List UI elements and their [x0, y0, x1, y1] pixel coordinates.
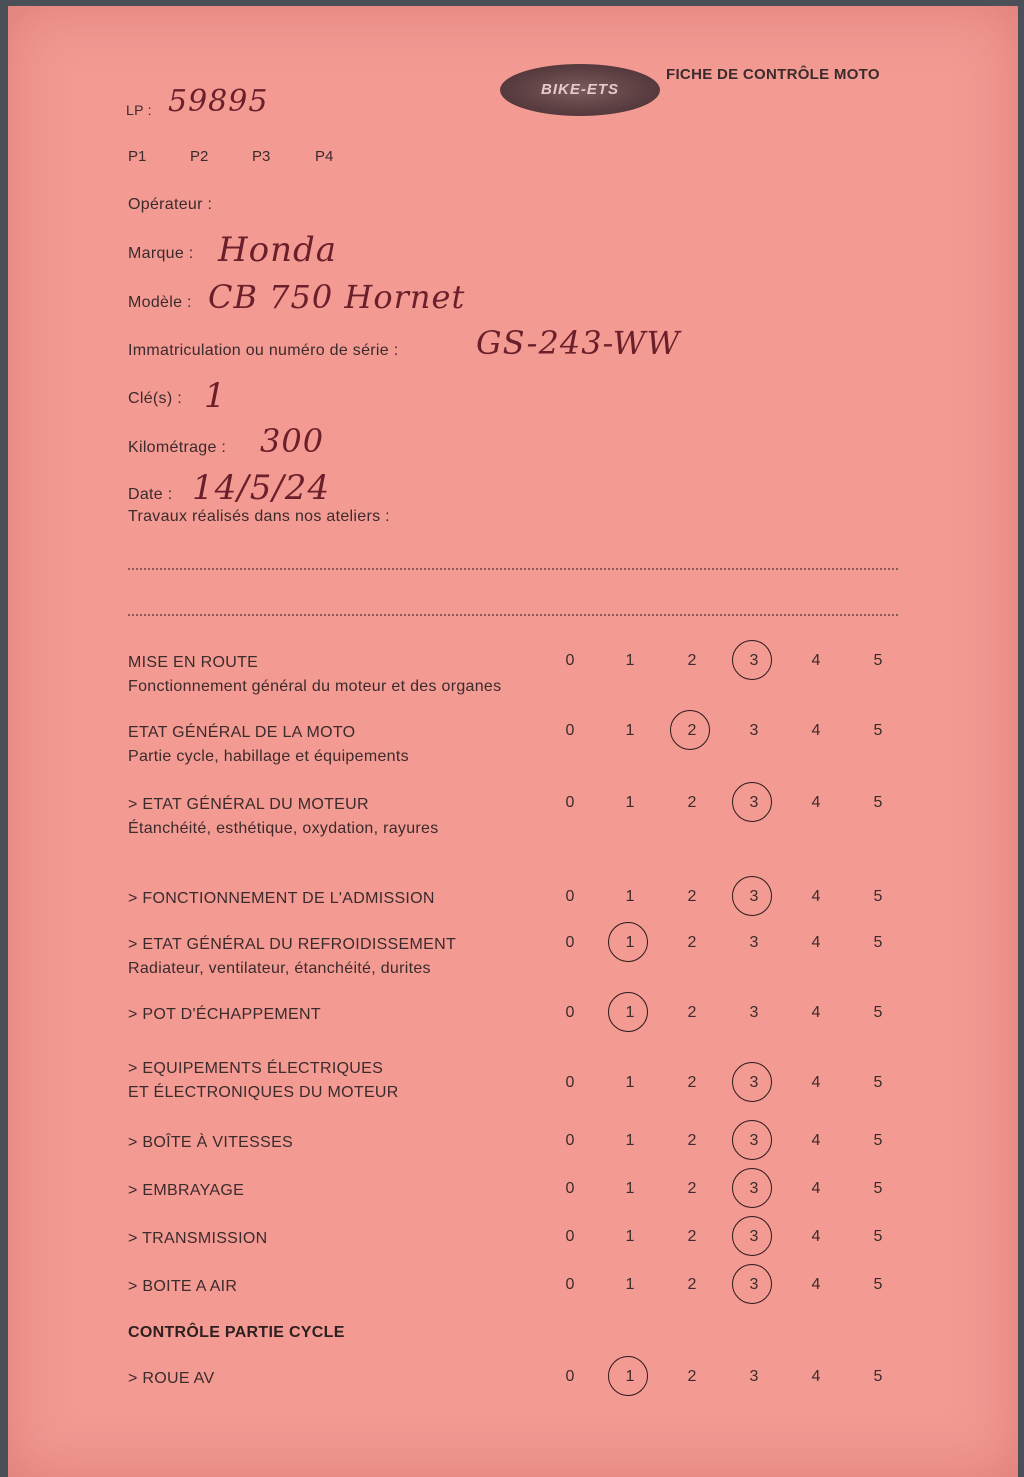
selected-score-circle: [732, 640, 772, 680]
check-item-1-score-5[interactable]: [868, 722, 888, 740]
score-value: 1: [625, 794, 635, 811]
immatriculation-label: Immatriculation ou numéro de série :: [128, 342, 399, 359]
check-item-4-subtitle: Radiateur, ventilateur, étanchéité, durites: [128, 960, 431, 977]
score-value: 2: [687, 1180, 697, 1197]
position-p3[interactable]: P3: [252, 148, 271, 165]
check-item-3-title: > FONCTIONNEMENT DE L'ADMISSION: [128, 890, 435, 907]
position-p4[interactable]: P4: [315, 148, 334, 165]
check-item-4-row: [8, 936, 1008, 996]
check-item-4-score-5[interactable]: [868, 934, 888, 952]
check-item-3-score-1[interactable]: [620, 888, 640, 906]
score-value: 2: [687, 1228, 697, 1245]
check-item-10-score-1[interactable]: [620, 1276, 640, 1294]
score-value: 3: [749, 1228, 759, 1245]
selected-score-circle: [732, 1062, 772, 1102]
check-item-6-score-3[interactable]: [744, 1074, 764, 1092]
check-item-5-score-0[interactable]: [560, 1004, 580, 1022]
cycle-item-0-score-2[interactable]: [682, 1368, 702, 1386]
score-value: 4: [811, 722, 821, 739]
check-item-8-score-5[interactable]: [868, 1180, 888, 1198]
score-value: 1: [625, 1368, 635, 1385]
score-value: 5: [873, 1074, 883, 1091]
check-item-4-score-3[interactable]: [744, 934, 764, 952]
score-value: 1: [625, 1180, 635, 1197]
check-item-2-subtitle: Étanchéité, esthétique, oxydation, rayures: [128, 820, 439, 837]
score-value: 5: [873, 1132, 883, 1149]
check-item-2-row: [8, 796, 1008, 856]
check-item-5-title: > POT D'ÉCHAPPEMENT: [128, 1006, 321, 1023]
score-value: 4: [811, 934, 821, 951]
check-item-7-score-4[interactable]: [806, 1132, 826, 1150]
check-item-8-score-1[interactable]: [620, 1180, 640, 1198]
score-value: 4: [811, 1074, 821, 1091]
score-value: 4: [811, 652, 821, 669]
score-value: 1: [625, 1132, 635, 1149]
check-item-9-score-1[interactable]: [620, 1228, 640, 1246]
position-p2[interactable]: P2: [190, 148, 209, 165]
score-value: 3: [749, 794, 759, 811]
cycle-item-0-score-3[interactable]: [744, 1368, 764, 1386]
check-item-7-score-5[interactable]: [868, 1132, 888, 1150]
score-value: 2: [687, 888, 697, 905]
marque-label: Marque :: [128, 245, 194, 262]
score-value: 2: [687, 1074, 697, 1091]
selected-score-circle: [608, 1356, 648, 1396]
check-item-9-score-2[interactable]: [682, 1228, 702, 1246]
modele-label: Modèle :: [128, 294, 192, 311]
score-value: 5: [873, 888, 883, 905]
check-item-2-score-0[interactable]: [560, 794, 580, 812]
score-value: 3: [749, 1004, 759, 1021]
score-value: 3: [749, 1074, 759, 1091]
check-item-0-score-0[interactable]: [560, 652, 580, 670]
check-item-2-score-4[interactable]: [806, 794, 826, 812]
date-value[interactable]: 14/5/24: [192, 468, 331, 508]
check-item-3-score-0[interactable]: [560, 888, 580, 906]
section-partie-cycle-title: CONTRÔLE PARTIE CYCLE: [128, 1324, 345, 1341]
score-value: 0: [565, 1368, 575, 1385]
cycle-item-0-title: > ROUE AV: [128, 1370, 215, 1387]
immatriculation-value[interactable]: GS-243-WW: [476, 324, 681, 362]
operateur-label: Opérateur :: [128, 196, 213, 213]
score-value: 2: [687, 1276, 697, 1293]
check-item-5-score-4[interactable]: [806, 1004, 826, 1022]
score-value: 0: [565, 1004, 575, 1021]
modele-value[interactable]: CB 750 Hornet: [208, 278, 466, 316]
score-value: 2: [687, 794, 697, 811]
selected-score-circle: [732, 1264, 772, 1304]
score-value: 3: [749, 1132, 759, 1149]
check-item-10-score-3[interactable]: [744, 1276, 764, 1294]
travaux-line-2[interactable]: [128, 614, 898, 616]
score-value: 2: [687, 652, 697, 669]
score-value: 0: [565, 1180, 575, 1197]
score-value: 5: [873, 934, 883, 951]
check-item-1-score-4[interactable]: [806, 722, 826, 740]
score-value: 2: [687, 1004, 697, 1021]
score-value: 4: [811, 1180, 821, 1197]
score-value: 3: [749, 1276, 759, 1293]
check-item-8-score-4[interactable]: [806, 1180, 826, 1198]
check-item-4-score-2[interactable]: [682, 934, 702, 952]
score-value: 1: [625, 1074, 635, 1091]
check-item-0-score-4[interactable]: [806, 652, 826, 670]
score-value: 4: [811, 888, 821, 905]
selected-score-circle: [732, 782, 772, 822]
kilometrage-value[interactable]: 300: [260, 422, 325, 460]
score-value: 1: [625, 1228, 635, 1245]
check-item-2-score-1[interactable]: [620, 794, 640, 812]
score-value: 1: [625, 1004, 635, 1021]
check-item-4-score-0[interactable]: [560, 934, 580, 952]
check-item-7-score-1[interactable]: [620, 1132, 640, 1150]
check-item-1-score-1[interactable]: [620, 722, 640, 740]
score-value: 0: [565, 1132, 575, 1149]
check-item-1-score-0[interactable]: [560, 722, 580, 740]
check-item-4-score-4[interactable]: [806, 934, 826, 952]
check-item-3-score-5[interactable]: [868, 888, 888, 906]
company-logo: BIKE-ETS: [500, 64, 660, 116]
score-value: 1: [625, 888, 635, 905]
check-item-6-title: > EQUIPEMENTS ÉLECTRIQUES: [128, 1060, 384, 1077]
check-item-7-score-0[interactable]: [560, 1132, 580, 1150]
check-item-10-score-2[interactable]: [682, 1276, 702, 1294]
score-value: 4: [811, 1368, 821, 1385]
score-value: 3: [749, 652, 759, 669]
score-value: 0: [565, 1276, 575, 1293]
check-item-0-score-1[interactable]: [620, 652, 640, 670]
score-value: 4: [811, 794, 821, 811]
check-item-6-score-2[interactable]: [682, 1074, 702, 1092]
travaux-label: Travaux réalisés dans nos ateliers :: [128, 508, 390, 525]
score-value: 2: [687, 934, 697, 951]
selected-score-circle: [608, 992, 648, 1032]
check-item-1-score-3[interactable]: [744, 722, 764, 740]
selected-score-circle: [608, 922, 648, 962]
score-value: 5: [873, 722, 883, 739]
check-item-8-score-2[interactable]: [682, 1180, 702, 1198]
selected-score-circle: [732, 1216, 772, 1256]
lp-label: LP :: [126, 102, 152, 118]
check-item-6-score-0[interactable]: [560, 1074, 580, 1092]
travaux-line-1[interactable]: [128, 568, 898, 570]
check-item-8-score-3[interactable]: [744, 1180, 764, 1198]
date-label: Date :: [128, 486, 173, 503]
check-item-0-score-5[interactable]: [868, 652, 888, 670]
check-item-3-score-3[interactable]: [744, 888, 764, 906]
selected-score-circle: [732, 1168, 772, 1208]
check-item-1-score-2[interactable]: [682, 722, 702, 740]
marque-value[interactable]: Honda: [218, 230, 338, 270]
check-item-6-score-5[interactable]: [868, 1074, 888, 1092]
cycle-item-0-score-4[interactable]: [806, 1368, 826, 1386]
check-item-10-score-0[interactable]: [560, 1276, 580, 1294]
check-item-1-title: ETAT GÉNÉRAL DE LA MOTO: [128, 724, 356, 741]
check-item-0-row: [8, 654, 1008, 714]
check-item-7-title: > BOÎTE À VITESSES: [128, 1134, 294, 1151]
check-item-10-score-4[interactable]: [806, 1276, 826, 1294]
cycle-item-0-row: [8, 1370, 1008, 1430]
check-item-9-title: > TRANSMISSION: [128, 1230, 268, 1247]
score-value: 2: [687, 1368, 697, 1385]
check-item-4-score-1[interactable]: [620, 934, 640, 952]
score-value: 0: [565, 652, 575, 669]
score-value: 2: [687, 722, 697, 739]
check-item-9-score-5[interactable]: [868, 1228, 888, 1246]
check-item-5-row: [8, 1006, 1008, 1066]
score-value: 0: [565, 934, 575, 951]
sheet-title: FICHE DE CONTRÔLE MOTO: [666, 66, 880, 83]
check-item-0-score-2[interactable]: [682, 652, 702, 670]
score-value: 4: [811, 1228, 821, 1245]
score-value: 4: [811, 1276, 821, 1293]
score-value: 3: [749, 934, 759, 951]
check-item-6-score-4[interactable]: [806, 1074, 826, 1092]
score-value: 0: [565, 888, 575, 905]
check-item-5-score-2[interactable]: [682, 1004, 702, 1022]
check-item-10-score-5[interactable]: [868, 1276, 888, 1294]
selected-score-circle: [732, 876, 772, 916]
check-item-4-title: > ETAT GÉNÉRAL DU REFROIDISSEMENT: [128, 936, 457, 953]
cycle-item-0-score-0[interactable]: [560, 1368, 580, 1386]
score-value: 0: [565, 1228, 575, 1245]
score-value: 5: [873, 1004, 883, 1021]
kilometrage-label: Kilométrage :: [128, 439, 227, 456]
score-value: 0: [565, 722, 575, 739]
control-sheet: [8, 6, 1018, 1477]
check-item-6-row: [8, 1060, 1008, 1120]
selected-score-circle: [670, 710, 710, 750]
selected-score-circle: [732, 1120, 772, 1160]
check-item-8-score-0[interactable]: [560, 1180, 580, 1198]
cles-value[interactable]: 1: [204, 376, 227, 416]
score-value: 5: [873, 652, 883, 669]
score-value: 3: [749, 1180, 759, 1197]
score-value: 4: [811, 1132, 821, 1149]
check-item-2-score-5[interactable]: [868, 794, 888, 812]
check-item-2-score-2[interactable]: [682, 794, 702, 812]
cles-label: Clé(s) :: [128, 390, 182, 407]
score-value: 5: [873, 1180, 883, 1197]
score-value: 3: [749, 1368, 759, 1385]
check-item-3-score-4[interactable]: [806, 888, 826, 906]
score-value: 5: [873, 1228, 883, 1245]
score-value: 1: [625, 934, 635, 951]
score-value: 4: [811, 1004, 821, 1021]
position-p1[interactable]: P1: [128, 148, 147, 165]
check-item-8-title: > EMBRAYAGE: [128, 1182, 245, 1199]
score-value: 0: [565, 1074, 575, 1091]
score-value: 5: [873, 794, 883, 811]
check-item-2-title: > ETAT GÉNÉRAL DU MOTEUR: [128, 796, 369, 813]
score-value: 0: [565, 794, 575, 811]
score-value: 3: [749, 888, 759, 905]
check-item-1-subtitle: Partie cycle, habillage et équipements: [128, 748, 409, 765]
check-item-10-title: > BOITE A AIR: [128, 1278, 238, 1295]
check-item-7-score-3[interactable]: [744, 1132, 764, 1150]
check-item-2-score-3[interactable]: [744, 794, 764, 812]
cycle-item-0-score-5[interactable]: [868, 1368, 888, 1386]
cycle-item-0-score-1[interactable]: [620, 1368, 640, 1386]
check-item-9-score-3[interactable]: [744, 1228, 764, 1246]
check-item-9-score-0[interactable]: [560, 1228, 580, 1246]
score-value: 5: [873, 1276, 883, 1293]
check-item-6-subtitle: ET ÉLECTRONIQUES DU MOTEUR: [128, 1084, 399, 1101]
score-value: 1: [625, 652, 635, 669]
check-item-5-score-5[interactable]: [868, 1004, 888, 1022]
score-value: 2: [687, 1132, 697, 1149]
check-item-3-score-2[interactable]: [682, 888, 702, 906]
check-item-5-score-3[interactable]: [744, 1004, 764, 1022]
check-item-0-subtitle: Fonctionnement général du moteur et des organes: [128, 678, 502, 695]
check-item-6-score-1[interactable]: [620, 1074, 640, 1092]
score-value: 1: [625, 1276, 635, 1293]
check-item-1-row: [8, 724, 1008, 784]
score-value: 5: [873, 1368, 883, 1385]
score-value: 1: [625, 722, 635, 739]
check-item-9-score-4[interactable]: [806, 1228, 826, 1246]
check-item-0-score-3[interactable]: [744, 652, 764, 670]
lp-value[interactable]: 59895: [168, 84, 269, 119]
check-item-7-score-2[interactable]: [682, 1132, 702, 1150]
check-item-0-title: MISE EN ROUTE: [128, 654, 259, 671]
score-value: 3: [749, 722, 759, 739]
check-item-5-score-1[interactable]: [620, 1004, 640, 1022]
